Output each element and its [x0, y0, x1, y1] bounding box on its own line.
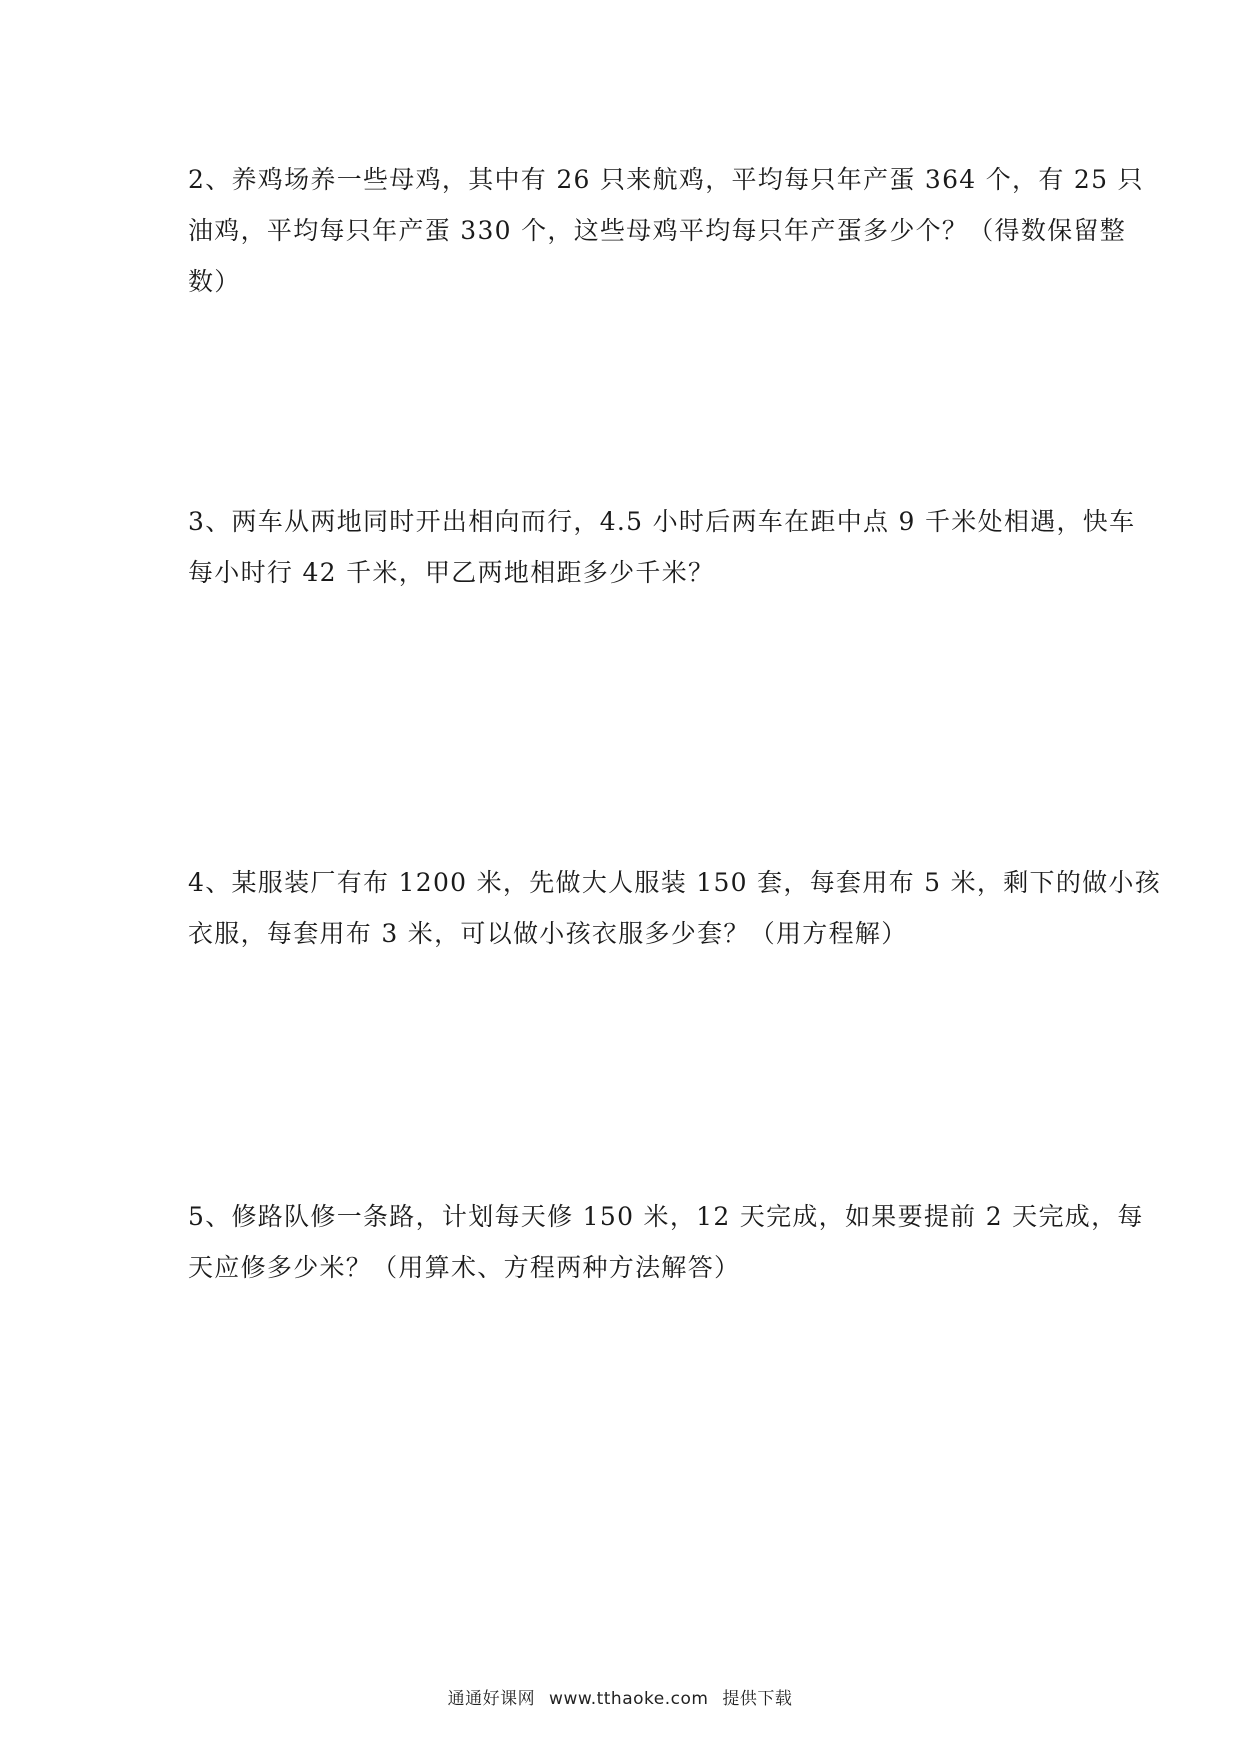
problem-4	[188, 857, 1162, 959]
problem-line: 3、两车从两地同时开出相向而行，4.5 小时后两车在距中点 9 千米处相遇，快车	[188, 507, 1136, 536]
footer-note: 提供下载	[722, 1689, 793, 1709]
problem-3	[188, 496, 1136, 598]
problem-line: 5、修路队修一条路，计划每天修 150 米，12 天完成，如果要提前 2 天完成，每	[188, 1202, 1144, 1231]
problem-line: 天应修多少米？（用算术、方程两种方法解答）	[188, 1253, 741, 1282]
problem-line: 4、某服装厂有布 1200 米，先做大人服装 150 套，每套用布 5 米，剩下的做小孩	[188, 868, 1162, 897]
problem-line: 每小时行 42 千米，甲乙两地相距多少千米？	[188, 558, 715, 587]
problem-5	[188, 1191, 1144, 1293]
page-footer	[0, 1684, 1240, 1709]
problem-2	[188, 154, 1144, 307]
problem-line: 数）	[188, 267, 241, 296]
problem-line: 衣服，每套用布 3 米，可以做小孩衣服多少套？（用方程解）	[188, 919, 908, 948]
problem-line: 油鸡，平均每只年产蛋 330 个，这些母鸡平均每只年产蛋多少个？（得数保留整	[188, 216, 1127, 245]
problem-line: 2、养鸡场养一些母鸡，其中有 26 只来航鸡，平均每只年产蛋 364 个，有 25 只	[188, 165, 1144, 194]
footer-site-name: 通通好课网	[447, 1689, 536, 1709]
footer-url: www.tthaoke.com	[549, 1689, 709, 1709]
